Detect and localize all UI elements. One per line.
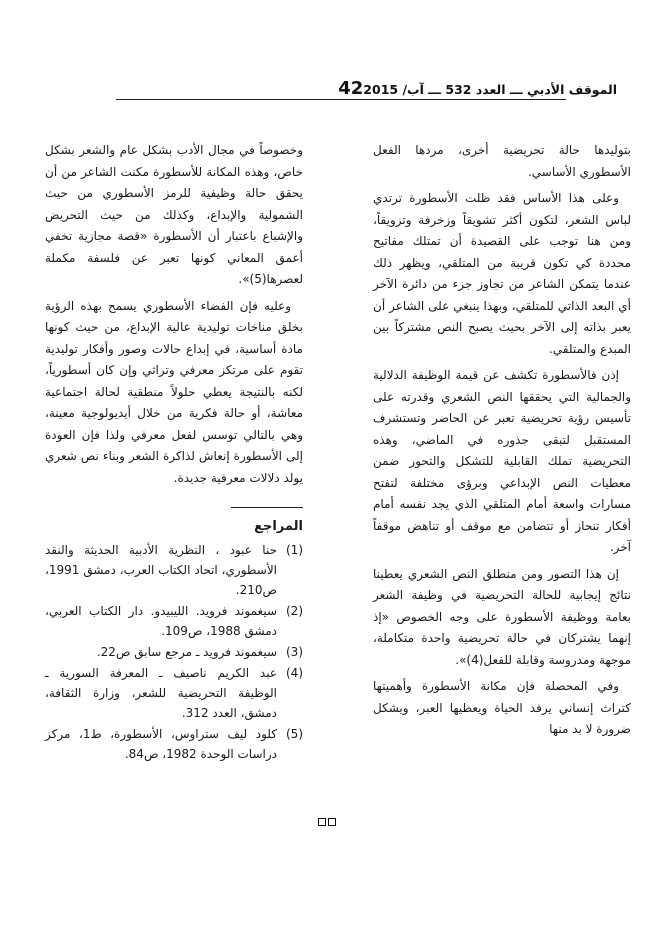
issue-line: الموقف الأدبي ـــ العدد 532 ـــ آب/ 2015 bbox=[363, 82, 617, 97]
references-list bbox=[45, 540, 303, 764]
right-column bbox=[373, 140, 631, 746]
reference-item bbox=[45, 540, 303, 600]
square-icon bbox=[328, 818, 336, 826]
reference-item bbox=[45, 642, 303, 662]
reference-number: (4) bbox=[285, 666, 303, 680]
paragraph: وفي المحصلة فإن مكانة الأسطورة وأهميتها كتراث إنساني يرفد الحياة ويعطيها العبر، ويشكل ضرورة لا بد منها bbox=[373, 679, 631, 736]
reference-number: (3) bbox=[285, 645, 303, 659]
paragraph: إن هذا التصور ومن منطلق النص الشعري يعطينا نتائج إيجابية للحالة التحريضية في وظيفة الشعر بعامة ووظيفة الأسطورة على وجه الخصوص «إذ إنهما يشتركان في حالة تحريضية واحدة متكاملة، موجهة ومدروسة وقابلة للفعل(4)». bbox=[373, 566, 631, 667]
square-icon bbox=[318, 818, 326, 826]
reference-item bbox=[45, 724, 303, 764]
reference-number: (5) bbox=[285, 727, 303, 741]
paragraph: وعليه فإن الفضاء الأسطوري يسمح بهذه الرؤية بخلق مناخات توليدية عالية الإبداع، من حيث كونها مادة أساسية، في إبداع حالات وصور وأفكار توليدية تقوم على مرتكز معرفي وتراثي وإن كان أسطورياً، لكنه بالنتيجة يعطي حلولاً منطقية لحالة اجتماعية معاشة، أو حالة فكرية من خلال أيديولوجية معينة، وهي بالتالي توسس لفعل معرفي ولذا فإن العودة إلى الأسطورة إنعاش لذاكرة الشعر وبناء نص شعري يولد دلالات معرفية جديدة. bbox=[45, 298, 303, 485]
reference-text: سيغموند فرويد ـ مرجع سابق ص22. bbox=[96, 645, 277, 659]
reference-text: سيغموند فرويد. الليبيدو. دار الكتاب العربي، دمشق 1988، ص109. bbox=[45, 604, 277, 638]
page-header bbox=[46, 74, 631, 100]
references-title: المراجع bbox=[254, 519, 303, 534]
reference-text: عبد الكريم ناصيف ـ المعرفة السورية ـ الوظيفة التحريضية للشعر، وزارة الثقافة، دمشق، العدد 312. bbox=[45, 666, 277, 720]
reference-item bbox=[45, 663, 303, 723]
paragraph: بتوليدها حالة تحريضية أخرى، مردها الفعل الأسطوري الأساسي. bbox=[373, 143, 631, 179]
header-rule bbox=[116, 99, 566, 100]
left-column bbox=[45, 140, 303, 765]
reference-text: حنا عبود ، النظرية الأدبية الحديثة والنقد الأسطوري، اتحاد الكتاب العرب، دمشق 1991، ص210. bbox=[45, 543, 277, 597]
reference-number: (2) bbox=[285, 604, 303, 618]
paragraph: إذن فالأسطورة تكشف عن قيمة الوظيفة الدلالية والجمالية التي يحققها النص الشعري وقدرته على تأسيس رؤية تحريضية تعبر عن الحاضر وتستشرف المستقبل لتبقى جذوره في الماضي، وهذه التحريضية تملك القابلية للتشكل والتحور ضمن معطيات النص الإبداعي وبرؤى مختلفة لتفتح مسارات واسعة أمام المتلقي الذي يجد نفسه أمام أفكار تنحاز أو تتضامن مع موقف أو تناهض موقفاً آخر. bbox=[373, 368, 631, 554]
page-number: 42 bbox=[338, 78, 364, 99]
reference-item bbox=[45, 601, 303, 641]
paragraph: وخصوصاً في مجال الأدب بشكل عام والشعر بشكل خاص، وهذه المكانة للأسطورة مكنت الشاعر من أن يحقق حالة وظيفية للرمز الأسطوري من حيث الشمولية والإبداع، وكذلك من حيث التحريض والإشباع باعتبار أن الأسطورة «قصة مجازية تخفي أعمق المعاني كونها تعبر عن فلسفة مكملة لعصرها(5)». bbox=[45, 143, 303, 286]
end-mark-icon bbox=[318, 818, 336, 826]
reference-text: كلود ليف ستراوس، الأسطورة، ط1، مركز دراسات الوحدة 1982، ص84. bbox=[45, 727, 277, 761]
reference-number: (1) bbox=[285, 543, 303, 557]
references-divider bbox=[231, 507, 303, 508]
paragraph: وعلى هذا الأساس فقد ظلت الأسطورة ترتدي لباس الشعر، لتكون أكثر تشويقاً وزخرفة وتزويقاً، ومن هنا توجب على القصيدة أن تمتلك مفاتيح محددة كي تكون قريبة من المتلقي، ويظهر ذلك عندما يتمكن الشاعر من تجاوز جزء من دائرة الآخر أي البعد الذاتي للمتلقي، وبهذا ينبغي على الشاعر أن يعبر بذاته إلى الآخر بحيث يصبح النص مشتركاً بين المبدع والمتلقي. bbox=[373, 191, 631, 356]
